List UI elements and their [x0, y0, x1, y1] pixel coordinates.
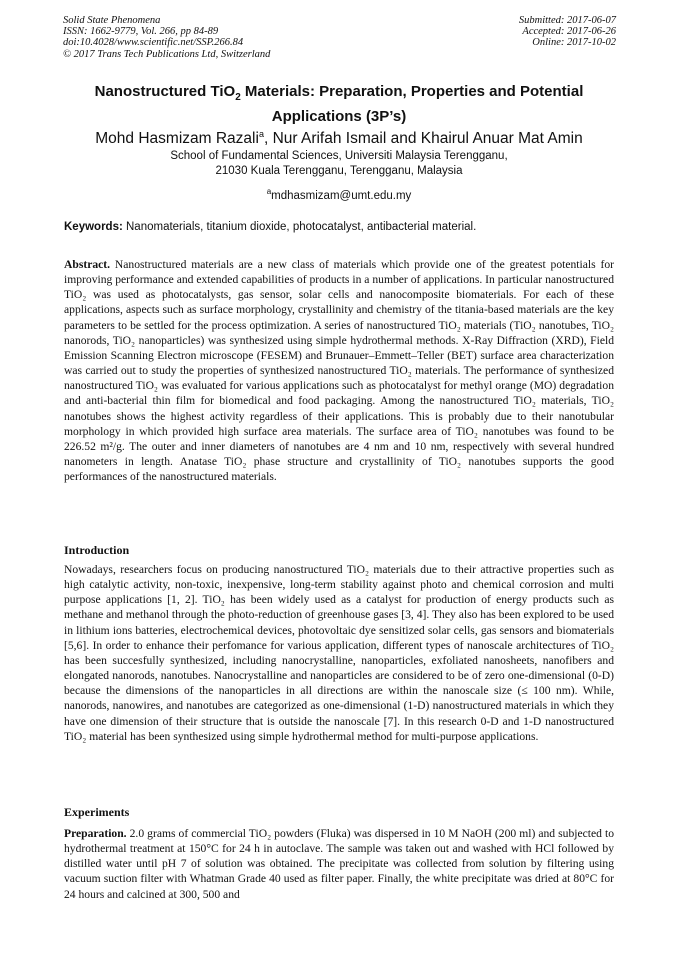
abstract — [64, 257, 614, 484]
author-affil-mark: a — [258, 129, 264, 139]
keywords-label: Keywords: — [64, 221, 123, 233]
abstract-label: Abstract. — [64, 258, 111, 271]
preparation-text: 2.0 grams of commercial TiO₂ powders (Fluka) was dispersed in 10 M NaOH (200 ml) and subjected to hydrothermal treatment at 150°C for 24 h in autoclave. The sample was taken out and washed with HCl followed by distilled water until pH 7 of solution was obtained. The precipitate was collected from solution by filtering using vacuum suction filter with Whatman Grade 40 used as filter paper. Finally, the white precipitate was dried at 80°C for 24 hours and calcined at 300, 500 and — [64, 827, 614, 901]
experiments-heading: Experiments — [64, 805, 130, 819]
journal-copyright: © 2017 Trans Tech Publications Ltd, Switzerland — [63, 48, 271, 60]
journal-doi[interactable]: doi:10.4028/www.scientific.net/SSP.266.84 — [63, 37, 244, 49]
author-first: Mohd Hasmizam Razali — [95, 130, 259, 148]
preparation-label: Preparation. — [64, 827, 127, 840]
journal-name: Solid State Phenomena — [63, 15, 161, 26]
affiliation — [60, 149, 618, 178]
accepted-date: Accepted: 2017-06-26 — [522, 26, 616, 38]
title-line-1: Nanostructured TiO$_2$ Materials: Preparation, Properties and Potential — [94, 83, 584, 103]
submission-dates — [519, 15, 616, 49]
keywords — [64, 220, 614, 234]
affiliation-line-1: School of Fundamental Sciences, Universiti Malaysia Terengganu, — [170, 150, 508, 162]
author-email — [60, 185, 618, 203]
abstract-text: Nanostructured materials are a new class of materials which provide one of the greatest potentials for improving performance and extended capabilities of products in a number of applications. In particular nanostructured TiO₂ was used as photocatalysts, gas sensor, solar cells and nanocomposite biomaterials. For each of these applications, aspects such as surface morphology, crystallinity and chemistry of the titania-based materials are the key parameters to be settled for the process optimization. A series of nanostructured TiO₂ materials (TiO₂ nanotubes, TiO₂ nanorods, TiO₂ nanoparticles) was synthesized using simple hydrothermal methods. X-Ray Diffraction (XRD), Field Emission Scanning Electron microscope (FESEM) and Brunauer–Emmett–Teller (BET) surface area characterization was carried out to study the properties of synthesized nanostructured TiO₂ materials. The performance of synthesized nanostructured TiO₂ was evaluated for various applications such as photocatalyst for methyl orange (MO) degradation and anti-bacterial thin film for biomedical and food packaging. Among the nanostructured TiO₂ materials, TiO₂ nanotubes shows the highest activity regardless of their applications. This is probably due to their nanotubular morphology in which provided high surface area materials. The surface area of TiO₂ nanotubes was found to be 226.52 m²/g. The outer and inner diameters of nanotubes are 4 nm and 10 nm, respectively with several hundred nanometers in length. Anatase TiO₂ phase structure and crystallinity of TiO₂ nanotubes supports the good performances of the nanostructured materials. — [64, 258, 614, 484]
keywords-text: Nanomaterials, titanium dioxide, photocatalyst, antibacterial material. — [122, 221, 477, 233]
author-list — [40, 124, 638, 149]
journal-issn: ISSN: 1662-9779, Vol. 266, pp 84-89 — [63, 26, 219, 38]
online-date: Online: 2017-10-02 — [532, 37, 616, 49]
email-affil-mark: a — [266, 187, 272, 196]
author-rest: , Nur Arifah Ismail and Khairul Anuar Mat Amin — [263, 130, 583, 148]
experiments-text — [64, 826, 614, 902]
email-address[interactable]: mdhasmizam@umt.edu.my — [271, 189, 412, 202]
introduction-text: Nowadays, researchers focus on producing nanostructured TiO₂ materials due to their attractive properties such as high catalytic activity, non-toxic, inexpensive, long-term stability against photo and chemical corrosion and multi purpose applications [1, 2]. TiO₂ has been widely used as a catalyst for production of energy products such as methane and methanol through the photo-reduction of greenhouse gases [3, 4]. They also has been explored to be used in lithium ions batteries, electrochemical devices, photovoltaic dye sensitized solar cells, gas sensors and biomaterials [5,6]. In order to enhance their perfomance for various application, different types of nanoscale architectures of TiO₂ has been succesfully synthesized, including nanocrystalline, nanoparticles, exfoliated nanosheets, nanofibers and elongated nanorods, nanotubes. Nanocrystalline and nanoparticles are considered to be of zero one-dimensional (0-D) because the dimensions of the nanoparticles in all directions are within the nanoscale size (≤ 100 nm). While, nanorods, nanowires, and nanotubes are categorized as one-dimensional (1-D) nanostructured materials in which they have one dimension of their structure that is outside the nanoscale [7]. In this research 0-D and 1-D nanostructured TiO₂ material has been synthesized using simple hydrothermal method for multi-purpose applications. — [64, 563, 614, 743]
paper-title — [60, 82, 618, 126]
submitted-date: Submitted: 2017-06-07 — [518, 15, 616, 26]
journal-info — [63, 15, 270, 60]
introduction-heading: Introduction — [64, 543, 130, 557]
affiliation-line-2: 21030 Kuala Terengganu, Terengganu, Malaysia — [215, 164, 463, 177]
title-line-2: Applications (3P’s) — [271, 108, 407, 125]
